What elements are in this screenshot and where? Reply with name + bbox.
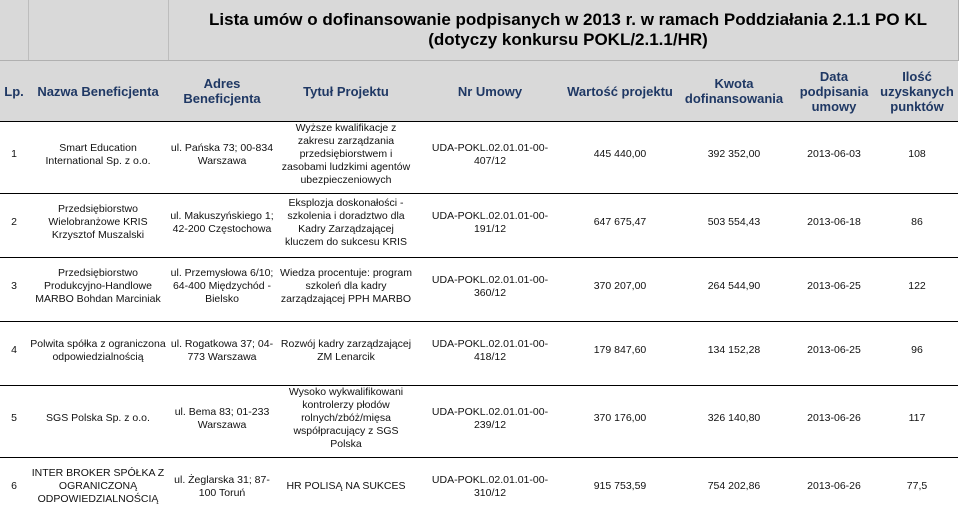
cell-adres: ul. Makuszyńskiego 1; 42-200 Częstochowa	[168, 194, 276, 252]
page-title	[178, 10, 958, 50]
cell-nr-umowy: UDA-POKL.02.01.01-00-418/12	[416, 322, 564, 380]
cell-adres: ul. Bema 83; 01-233 Warszawa	[168, 386, 276, 452]
cell-lp: 3	[0, 258, 28, 316]
table-row	[0, 122, 958, 188]
cell-adres: ul. Żeglarska 31; 87-100 Toruń	[168, 458, 276, 505]
header-data: Data podpisania umowy	[799, 68, 869, 114]
header-wartosc: Wartość projektu	[567, 83, 673, 99]
table-row	[0, 386, 958, 452]
cell-lp: 6	[0, 458, 28, 505]
cell-tytul: HR POLISĄ NA SUKCES	[276, 458, 416, 505]
header-lp: Lp.	[4, 83, 24, 99]
cell-nr-umowy: UDA-POKL.02.01.01-00-239/12	[416, 386, 564, 452]
cell-tytul: Wyższe kwalifikacje z zakresu zarządzania przedsiębiorstwem i zasobami ludzkimi agentów ubezpieczeniowych	[276, 122, 416, 188]
contracts-table	[0, 121, 958, 505]
cell-lp: 5	[0, 386, 28, 452]
cell-beneficjent: SGS Polska Sp. z o.o.	[28, 386, 168, 452]
cell-beneficjent: INTER BROKER SPÓŁKA Z OGRANICZONĄ ODPOWIEDZIALNOŚCIĄ	[28, 458, 168, 505]
cell-punkty: 86	[876, 194, 958, 252]
cell-nr-umowy: UDA-POKL.02.01.01-00-191/12	[416, 194, 564, 252]
cell-lp: 4	[0, 322, 28, 380]
cell-punkty: 108	[876, 122, 958, 188]
cell-wartosc: 915 753,59	[564, 458, 676, 505]
cell-wartosc: 370 176,00	[564, 386, 676, 452]
cell-wartosc: 370 207,00	[564, 258, 676, 316]
cell-nr-umowy: UDA-POKL.02.01.01-00-360/12	[416, 258, 564, 316]
cell-data: 2013-06-25	[792, 322, 876, 380]
cell-tytul: Wysoko wykwalifikowani kontrolerzy płodów rolnych/zbóż/mięsa współpracujący z SGS Polska	[276, 386, 416, 452]
table-row	[0, 322, 958, 380]
cell-kwota: 754 202,86	[676, 458, 792, 505]
cell-wartosc: 445 440,00	[564, 122, 676, 188]
cell-data: 2013-06-03	[792, 122, 876, 188]
title-line-1: Lista umów o dofinansowanie podpisanych w 2013 r. w ramach Poddziałania 2.1.1 PO KL	[209, 10, 927, 29]
cell-beneficjent: Przedsiębiorstwo Wielobranżowe KRIS Krzysztof Muszalski	[28, 194, 168, 252]
cell-punkty: 77,5	[876, 458, 958, 505]
header-kwota: Kwota dofinansowania	[684, 76, 784, 106]
table-header	[0, 61, 958, 121]
cell-lp: 1	[0, 122, 28, 188]
cell-punkty: 122	[876, 258, 958, 316]
header-tytul: Tytuł Projektu	[303, 83, 389, 99]
header-ilosc: Ilość uzyskanych punktów	[880, 68, 954, 114]
header-nr-umowy: Nr Umowy	[457, 83, 523, 99]
cell-kwota: 326 140,80	[676, 386, 792, 452]
cell-kwota: 503 554,43	[676, 194, 792, 252]
cell-kwota: 134 152,28	[676, 322, 792, 380]
cell-wartosc: 647 675,47	[564, 194, 676, 252]
cell-tytul: Wiedza procentuje: program szkoleń dla kadry zarządzającej PPH MARBO	[276, 258, 416, 316]
cell-data: 2013-06-18	[792, 194, 876, 252]
cell-adres: ul. Przemysłowa 6/10; 64-400 Międzychód - Bielsko	[168, 258, 276, 316]
cell-nr-umowy: UDA-POKL.02.01.01-00-407/12	[416, 122, 564, 188]
cell-data: 2013-06-26	[792, 386, 876, 452]
cell-data: 2013-06-26	[792, 458, 876, 505]
cell-adres: ul. Rogatkowa 37; 04-773 Warszawa	[168, 322, 276, 380]
header-adres: Adres Beneficjenta	[183, 76, 261, 106]
cell-punkty: 96	[876, 322, 958, 380]
title-line-2: (dotyczy konkursu POKL/2.1.1/HR)	[428, 30, 708, 49]
cell-nr-umowy: UDA-POKL.02.01.01-00-310/12	[416, 458, 564, 505]
cell-data: 2013-06-25	[792, 258, 876, 316]
cell-wartosc: 179 847,60	[564, 322, 676, 380]
cell-beneficjent: Polwita spółka z ograniczona odpowiedzialnością	[28, 322, 168, 380]
grid-line	[28, 0, 29, 60]
cell-tytul: Eksplozja doskonałości - szkolenia i doradztwo dla Kadry Zarządzającej kluczem do sukcesu KRIS	[276, 194, 416, 252]
title-banner	[0, 0, 959, 61]
table-row	[0, 258, 958, 316]
cell-beneficjent: Przedsiębiorstwo Produkcyjno-Handlowe MARBO Bohdan Marciniak	[28, 258, 168, 316]
cell-adres: ul. Pańska 73; 00-834 Warszawa	[168, 122, 276, 188]
cell-lp: 2	[0, 194, 28, 252]
header-beneficjent: Nazwa Beneficjenta	[37, 83, 159, 99]
cell-beneficjent: Smart Education International Sp. z o.o.	[28, 122, 168, 188]
cell-kwota: 264 544,90	[676, 258, 792, 316]
table-row	[0, 458, 958, 505]
cell-kwota: 392 352,00	[676, 122, 792, 188]
grid-line	[168, 0, 169, 60]
table-row	[0, 194, 958, 252]
cell-tytul: Rozwój kadry zarządzającej ZM Lenarcik	[276, 322, 416, 380]
cell-punkty: 117	[876, 386, 958, 452]
